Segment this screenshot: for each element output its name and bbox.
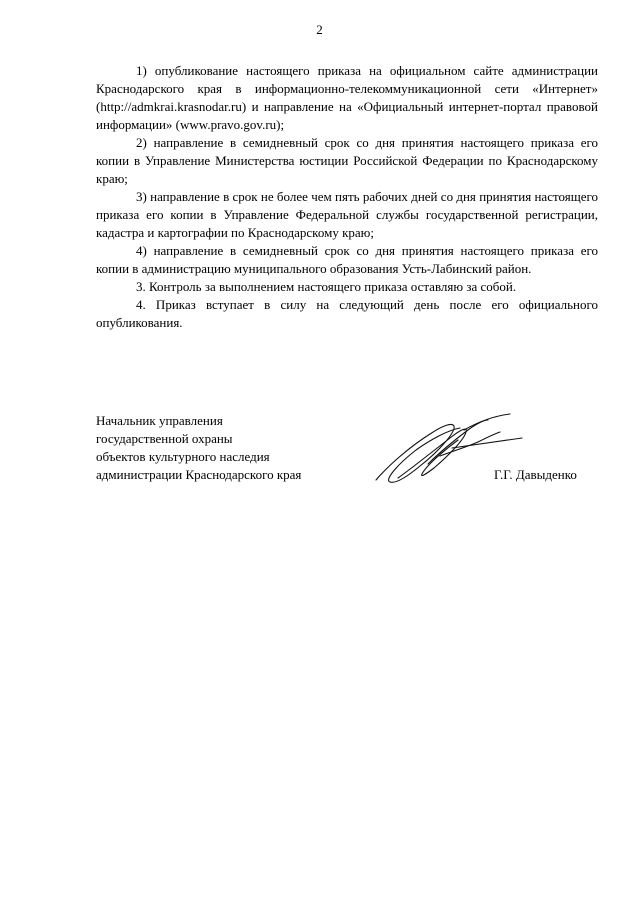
paragraph-item-3: 3) направление в срок не более чем пять рабочих дней со дня принятия настоящего приказа его копии в Управление Федеральной службы государственной регистрации, кадастра и картографии по Краснодарскому краю; bbox=[96, 189, 598, 240]
paragraph-item-4: 4) направление в семидневный срок со дня принятия настоящего приказа его копии в администрацию муниципального образования Усть-Лабинский район. bbox=[96, 243, 598, 276]
signer-name: Г.Г. Давыденко bbox=[494, 467, 577, 482]
paragraph-item-2: 2) направление в семидневный срок со дня принятия настоящего приказа его копии в Управление Министерства юстиции Российской Федерации по Краснодарскому краю; bbox=[96, 135, 598, 186]
position-line: государственной охраны bbox=[96, 431, 233, 446]
paragraph-control: 3. Контроль за выполнением настоящего приказа оставляю за собой. bbox=[136, 279, 517, 294]
position-line: администрации Краснодарского края bbox=[96, 467, 302, 482]
page-number: 2 bbox=[316, 22, 323, 37]
paragraph-item-1: 1) опубликование настоящего приказа на официальном сайте администрации Краснодарского края в информационно-телекоммуникационной сети «Интернет» (http://admkrai.krasnodar.ru) и направление на «Официальный интернет-портал правовой информации» (www.pravo.gov.ru); bbox=[96, 63, 598, 132]
position-line: объектов культурного наследия bbox=[96, 449, 270, 464]
position-line: Начальник управления bbox=[96, 413, 223, 428]
paragraph-effective: 4. Приказ вступает в силу на следующий день после его официального опубликования. bbox=[96, 297, 598, 330]
signatory-position bbox=[96, 412, 376, 484]
document-body bbox=[96, 62, 598, 332]
